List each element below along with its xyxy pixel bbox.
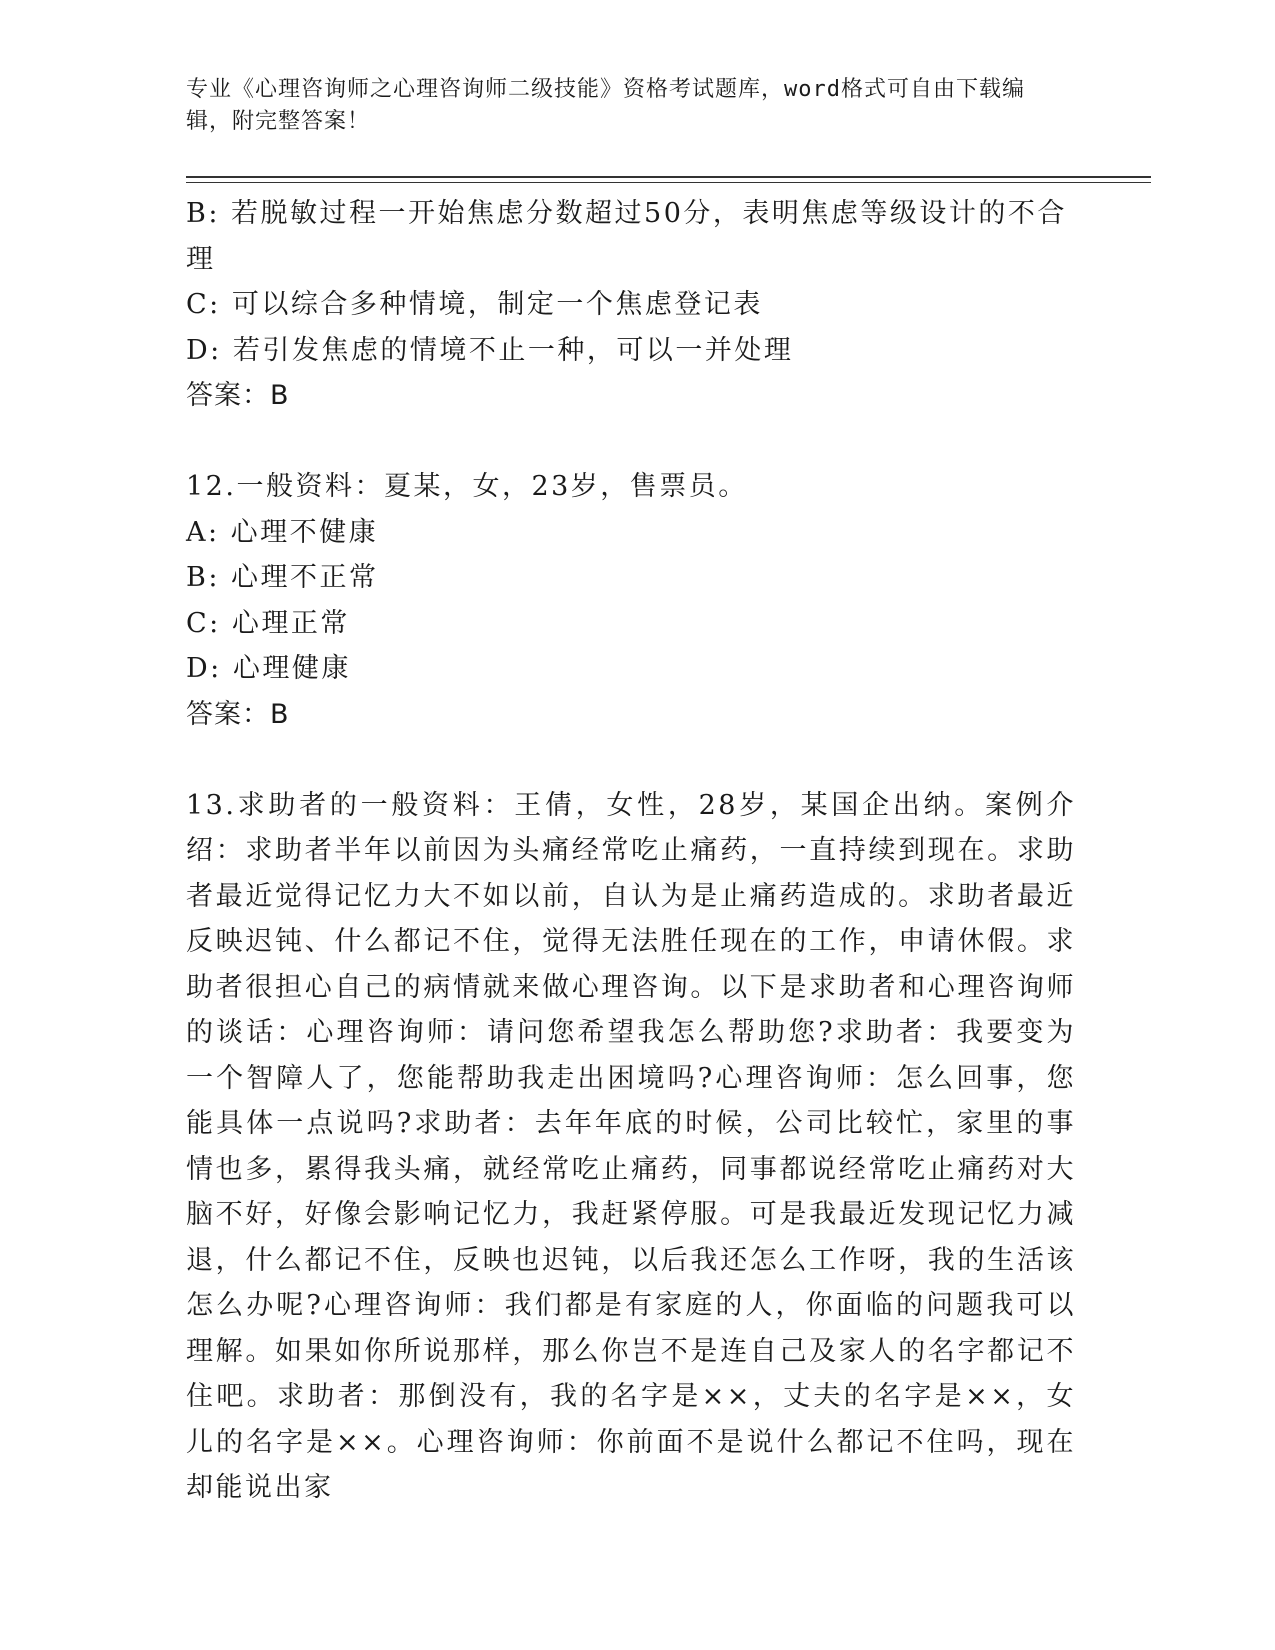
q11-option-c: C: 可以综合多种情境，制定一个焦虑登记表 — [186, 289, 763, 320]
header-divider-thin — [186, 182, 1151, 183]
q11-answer: 答案：B — [186, 380, 290, 411]
q12-answer: 答案：B — [186, 698, 290, 730]
q12-option-a: A: 心理不健康 — [186, 516, 379, 548]
spacer — [186, 419, 1076, 465]
q13-stem: 13.求助者的一般资料：王倩，女性，28岁，某国企出纳。案例介绍：求助者半年以前因为头痛经常吃止痛药，一直持续到现在。求助者最近觉得记忆力大不如以前，自认为是止痛药造成的。求助者最近反映迟钝、什么都记不住，觉得无法胜任现在的工作，申请休假。求助者很担心自己的病情就来做心理咨询。以下是求助者和心理咨询师的谈话：心理咨询师：请问您希望我怎么帮助您?求助者：我要变为一个智障人了，您能帮助我走出困境吗?心理咨询师：怎么回事，您能具体一点说吗?求助者：去年年底的时候，公司比较忙，家里的事情也多，累得我头痛，就经常吃止痛药，同事都说经常吃止痛药对大脑不好，好像会影响记忆力，我赶紧停服。可是我最近发现记忆力减退，什么都记不住，反映也迟钝，以后我还怎么工作呀，我的生活该怎么办呢?心理咨询师：我们都是有家庭的人，你面临的问题我可以理解。如果如你所说那样，那么你岂不是连自己及家人的名字都记不住吧。求助者：那倒没有，我的名字是××，丈夫的名字是××，女儿的名字是××。心理咨询师：你前面不是说什么都记不住吗，现在却能说出家 — [186, 789, 1076, 1503]
document-header: 专业《心理咨询师之心理咨询师二级技能》资格考试题库，word格式可自由下载编辑，附完整答案！ — [186, 77, 1025, 134]
header-divider-thick — [186, 176, 1151, 178]
q11-option-d: D: 若引发焦虑的情境不止一种，可以一并处理 — [186, 334, 794, 366]
q11-option-b: B: 若脱敏过程一开始焦虑分数超过50分，表明焦虑等级设计的不合理 — [186, 198, 1067, 275]
q12-option-b: B: 心理不正常 — [186, 562, 379, 593]
question-content — [186, 191, 1076, 1511]
q12-option-c: C: 心理正常 — [186, 607, 350, 639]
q12-option-d: D: 心理健康 — [186, 653, 351, 684]
spacer — [186, 737, 1076, 783]
q12-stem: 12.一般资料：夏某，女，23岁，售票员。 — [186, 471, 748, 502]
